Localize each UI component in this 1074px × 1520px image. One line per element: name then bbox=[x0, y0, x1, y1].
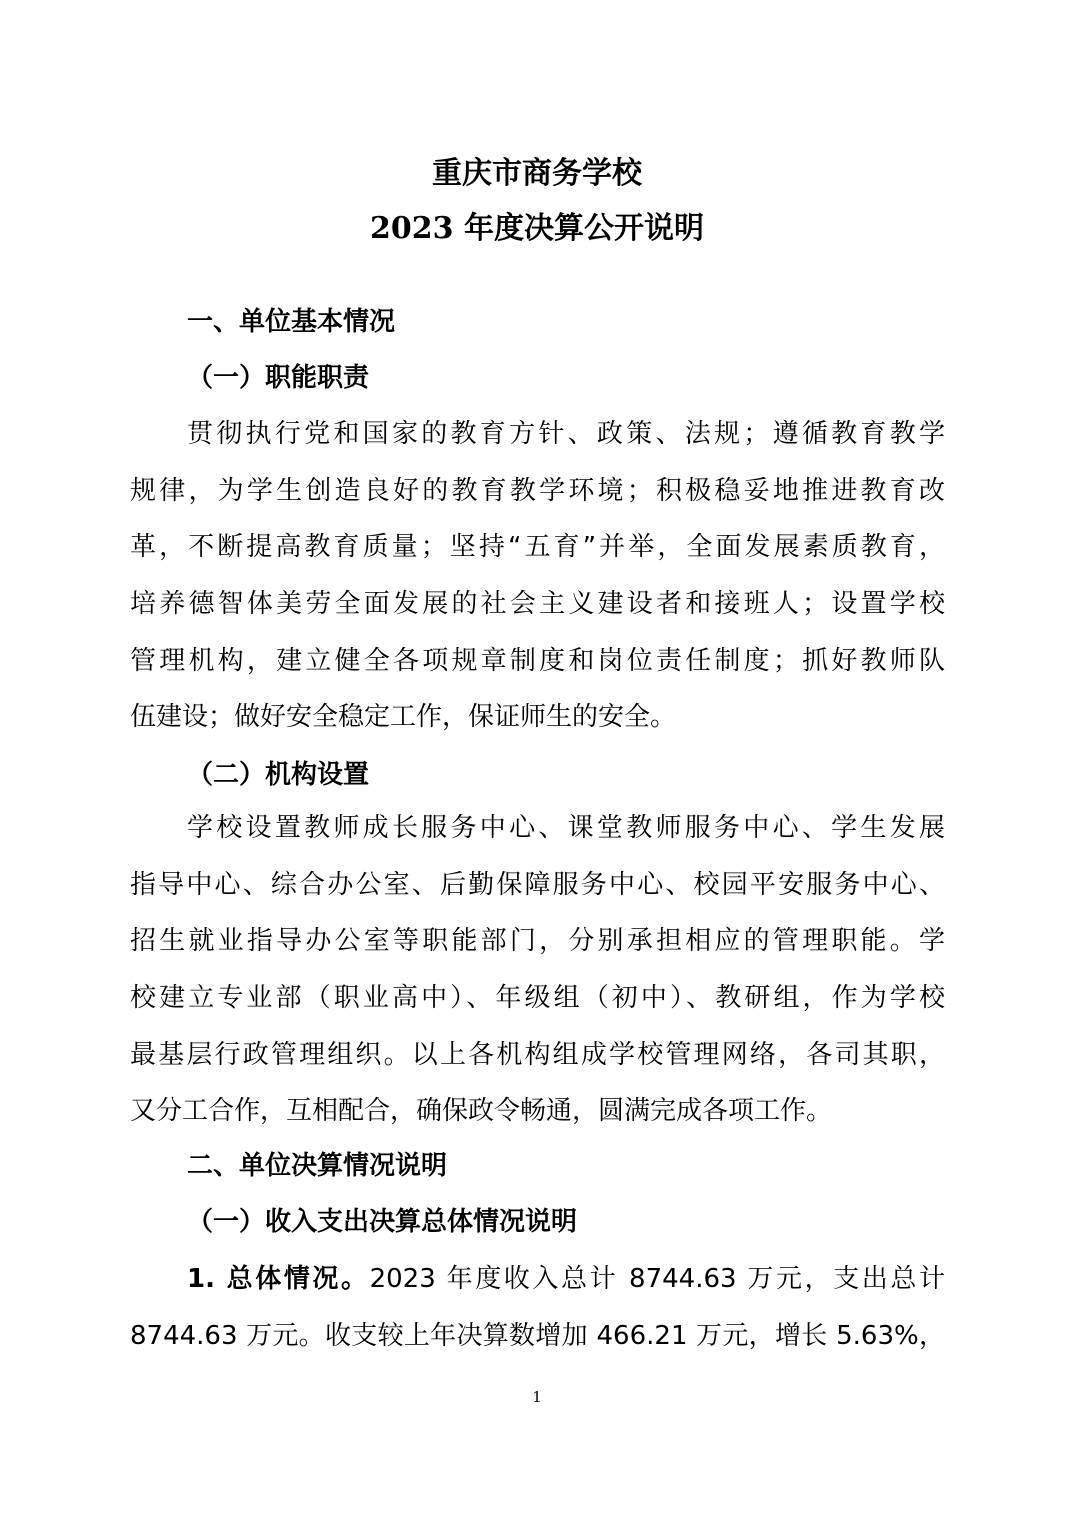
paragraph-line: 最基层行政管理组织。以上各机构组成学校管理网络，各司其职， bbox=[130, 1039, 945, 1070]
page-number: 1 bbox=[532, 1388, 542, 1406]
subsection-heading-organization: （二）机构设置 bbox=[187, 760, 370, 790]
paragraph-line bbox=[130, 1251, 945, 1308]
paragraph-text: 2023 年度收入总计 8744.63 万元，支出总计 bbox=[369, 1264, 945, 1294]
paragraph-line: 规律，为学生创造良好的教育教学环境；积极稳妥地推进教育改 bbox=[130, 475, 945, 506]
paragraph-line: 管理机构，建立健全各项规章制度和岗位责任制度；抓好教师队 bbox=[130, 645, 945, 676]
paragraph-line: 8744.63 万元。收支较上年决算数增加 466.21 万元，增长 5.63%， bbox=[130, 1320, 945, 1351]
paragraph-line: 革，不断提高教育质量；坚持“五育”并举，全面发展素质教育， bbox=[130, 532, 945, 563]
document-title: 重庆市商务学校 bbox=[432, 156, 642, 191]
paragraph-line: 招生就业指导办公室等职能部门，分别承担相应的管理职能。学 bbox=[130, 926, 945, 957]
document-subtitle: 2023 年度决算公开说明 bbox=[370, 211, 704, 246]
paragraph-organization bbox=[130, 800, 945, 1140]
section-heading-final-accounts: 二、单位决算情况说明 bbox=[187, 1151, 448, 1181]
paragraph-line: 指导中心、综合办公室、后勤保障服务中心、校园平安服务中心、 bbox=[130, 869, 945, 900]
section-heading-basic-info: 一、单位基本情况 bbox=[187, 307, 396, 337]
paragraph-line: 学校设置教师成长服务中心、课堂教师服务中心、学生发展 bbox=[187, 813, 945, 843]
paragraph-line: 培养德智体美劳全面发展的社会主义建设者和接班人；设置学校 bbox=[130, 589, 945, 620]
paragraph-line: 贯彻执行党和国家的教育方针、政策、法规；遵循教育教学 bbox=[187, 419, 945, 449]
subsection-heading-income-expenditure: （一）收入支出决算总体情况说明 bbox=[187, 1207, 578, 1237]
paragraph-line: 伍建设；做好安全稳定工作，保证师生的安全。 bbox=[130, 702, 677, 733]
paragraph-overall bbox=[130, 1251, 945, 1364]
paragraph-line: 又分工合作，互相配合，确保政令畅通，圆满完成各项工作。 bbox=[130, 1096, 833, 1127]
paragraph-duties bbox=[130, 406, 945, 746]
paragraph-line: 校建立专业部（职业高中）、年级组（初中）、教研组，作为学校 bbox=[130, 983, 945, 1014]
subsection-heading-duties: （一）职能职责 bbox=[187, 363, 370, 393]
run-in-heading: 1. 总体情况。 bbox=[187, 1264, 370, 1294]
